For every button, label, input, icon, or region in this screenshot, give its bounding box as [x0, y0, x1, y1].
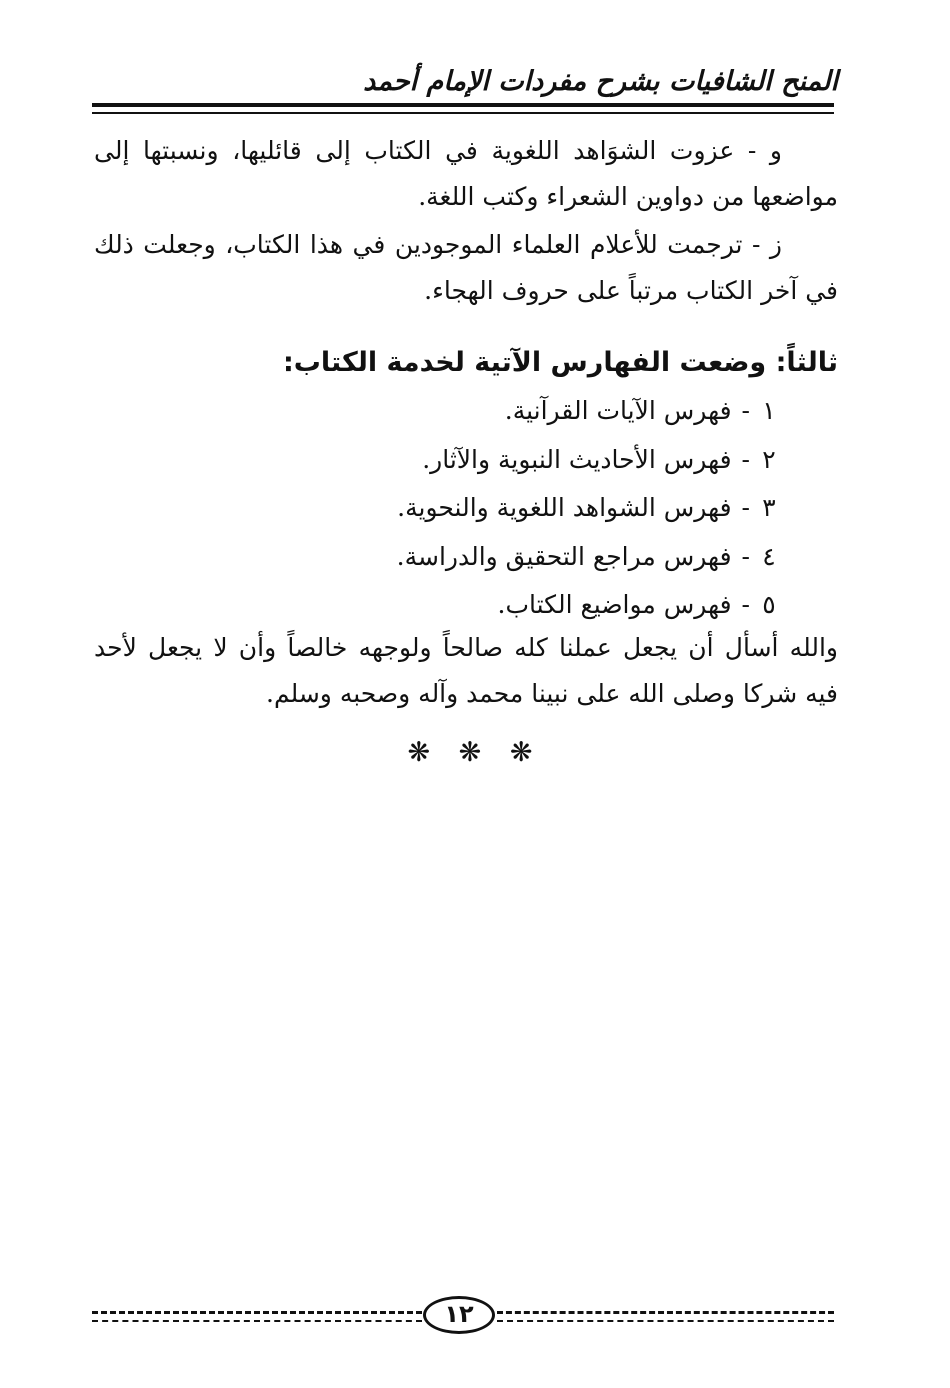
- ornament-stars: ❋ ❋ ❋: [407, 737, 543, 768]
- index-item-number: ٢: [762, 444, 776, 474]
- paragraph-waw: و - عزوت الشوَاهد اللغوية في الكتاب إلى قائليها، ونسبتها إلى مواضعها من دواوين الشعراء وكتب اللغة.: [94, 136, 838, 211]
- section-heading: ثالثاً: وضعت الفهارس الآتية لخدمة الكتاب:: [282, 347, 838, 378]
- page-number: ١٢: [423, 1296, 495, 1334]
- header-rule-thin: [92, 112, 834, 114]
- index-item: [78, 582, 778, 631]
- index-item-text: فهرس الآيات القرآنية.: [504, 396, 732, 425]
- index-item: [78, 485, 778, 534]
- index-item-dash: -: [741, 444, 750, 474]
- index-item-text: فهرس مواضيع الكتاب.: [497, 590, 732, 620]
- header-rule-thick: [92, 103, 834, 107]
- index-item-dash: -: [741, 541, 750, 571]
- paragraph-zay: ز - ترجمت للأعلام العلماء الموجودين في هذا الكتاب، وجعلت ذلك في آخر الكتاب مرتباً على حروف الهجاء.: [94, 230, 838, 305]
- index-item: [78, 437, 778, 486]
- footer-dash-right-sub: [497, 1320, 834, 1322]
- index-item-dash: -: [741, 590, 750, 620]
- index-item: [78, 388, 778, 437]
- index-item-number: ٤: [762, 541, 776, 571]
- running-title: المنح الشافيات بشرح مفردات الإمام أحمد: [363, 66, 838, 97]
- index-item-text: فهرس مراجع التحقيق والدراسة.: [396, 541, 732, 571]
- footer-dash-left-sub: [92, 1320, 422, 1322]
- index-item-text: فهرس الأحاديث النبوية والآثار.: [422, 444, 732, 474]
- footer-dash-right: [497, 1311, 834, 1314]
- closing-paragraph: والله أسأل أن يجعل عملنا كله صالحاً ولوجهه خالصاً وأن لا يجعل لأحد فيه شركا وصلى الله على نبينا محمد وآله وصحبه وسلم.: [94, 633, 838, 708]
- footer-dash-left: [92, 1311, 422, 1314]
- index-item-text: فهرس الشواهد اللغوية والنحوية.: [397, 493, 732, 523]
- index-item: [78, 534, 778, 583]
- index-list: [78, 388, 778, 631]
- index-item-dash: -: [741, 396, 750, 425]
- index-item-number: ٥: [762, 590, 776, 620]
- index-item-number: ٣: [762, 493, 776, 523]
- index-item-dash: -: [741, 493, 750, 523]
- index-item-number: ١: [762, 396, 776, 425]
